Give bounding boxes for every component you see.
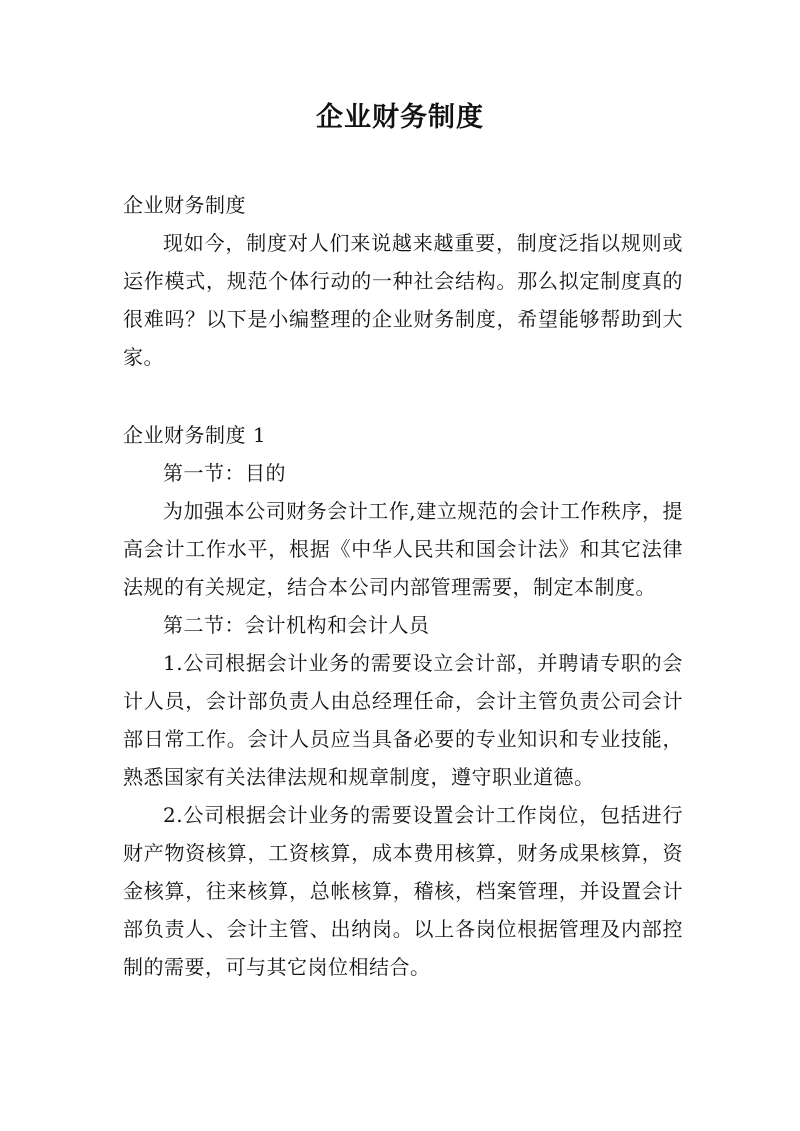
article-heading: 企业财务制度 1	[123, 423, 267, 447]
section1-body: 为加强本公司财务会计工作,建立规范的会计工作秩序，提高会计工作水平，根据《中华人民共和国会计法》和其它法律法规的有关规定，结合本公司内部管理需要，制定本制度。	[123, 499, 683, 599]
section1-title: 第一节：目的	[163, 461, 286, 485]
section2-item-2: 2.公司根据会计业务的需要设置会计工作岗位，包括进行财产物资核算，工资核算，成本费用核算，财务成果核算，资金核算，往来核算，总帐核算，稽核，档案管理，并设置会计部负责人、会计主管、出纳岗。以上各岗位根据管理及内部控制的需要，可与其它岗位相结合。	[123, 803, 683, 979]
document-title: 企业财务制度	[316, 102, 484, 133]
section2-title: 第二节：会计机构和会计人员	[163, 613, 430, 637]
paragraph-gap	[123, 376, 683, 416]
section2-item-1: 1.公司根据会计业务的需要设立会计部，并聘请专职的会计人员，会计部负责人由总经理任命，会计主管负责公司会计部日常工作。会计人员应当具备必要的专业知识和专业技能，熟悉国家有关法律法规和规章制度，遵守职业道德。	[123, 651, 683, 789]
section-heading: 企业财务制度	[123, 193, 246, 217]
document-body	[123, 186, 683, 986]
intro-paragraph: 现如今，制度对人们来说越来越重要，制度泛指以规则或运作模式，规范个体行动的一种社会结构。那么拟定制度真的很难吗？以下是小编整理的企业财务制度，希望能够帮助到大家。	[123, 231, 683, 369]
